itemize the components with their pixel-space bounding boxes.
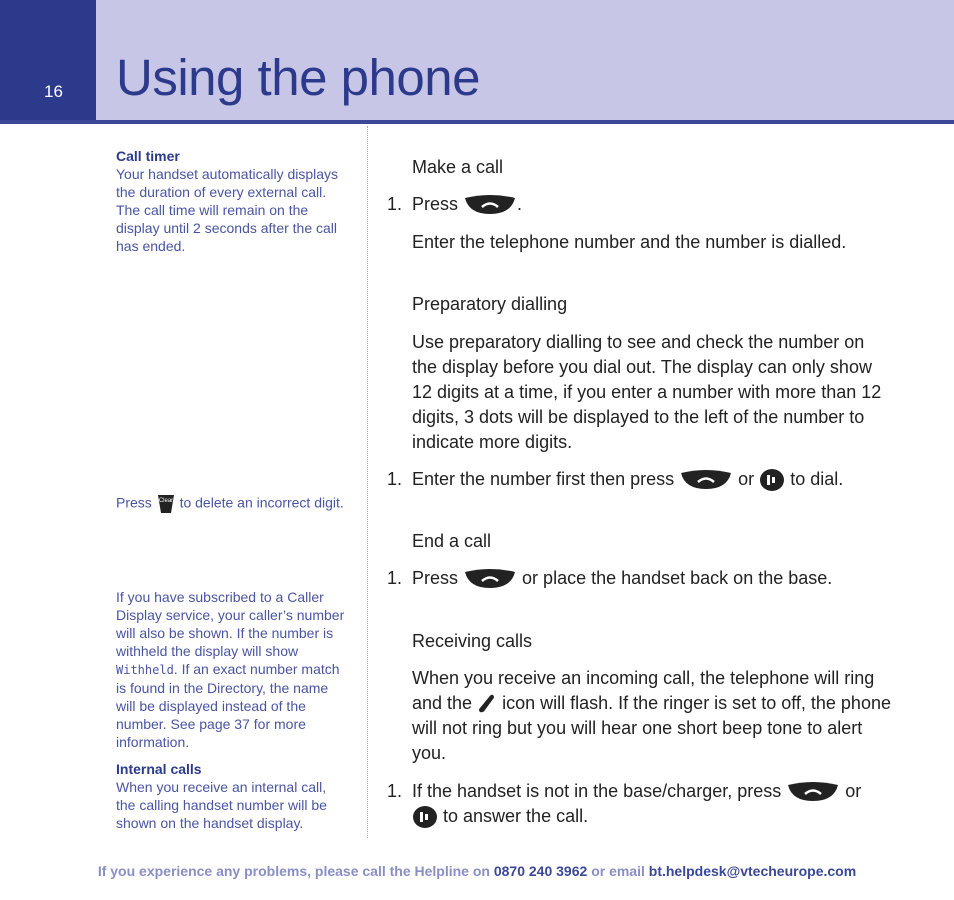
recv-pre: When you receive an incoming call, the telephone will ring and the — [412, 668, 875, 713]
receiving-calls-text — [412, 666, 892, 766]
caller-display-note — [116, 588, 348, 751]
clear-note — [116, 493, 348, 515]
receiving-calls-heading: Receiving calls — [412, 631, 533, 651]
make-dot: . — [517, 194, 523, 214]
column-divider — [367, 126, 368, 838]
internal-calls-note — [116, 760, 348, 832]
clear-key-label: Clear — [158, 498, 173, 504]
end-press-text: Press — [412, 568, 459, 588]
caller-note-post: . If an exact number match is found in the Directory, the name will be displayed instead of the number. See page 37 for more information. — [116, 661, 340, 750]
recv-step-pre: If the handset is not in the base/charger, press — [412, 781, 782, 801]
internal-calls-heading: Internal calls — [116, 761, 202, 777]
preparatory-dialling-text: Use preparatory dialling to see and check the number on the display before you dial out. The display can only show 12 digits at a time, if you enter a number with more than 12 digits, 3 dots will be displayed to the left of the number to indicate more digits. — [412, 332, 882, 452]
speakerphone-button-icon — [412, 805, 438, 829]
call-timer-heading: Call timer — [116, 148, 180, 164]
recv-step-number: 1. — [387, 781, 403, 801]
footer-mid: or email — [591, 863, 645, 879]
make-step-number: 1. — [387, 194, 403, 214]
talk-button-icon — [679, 469, 733, 491]
page-number-tab — [0, 0, 96, 120]
prep-step-post: to dial. — [790, 469, 844, 489]
helpdesk-email-link[interactable]: bt.helpdesk@vtecheurope.com — [648, 863, 857, 879]
talk-button-icon — [786, 781, 840, 803]
prep-step-number: 1. — [387, 469, 403, 489]
end-step-number: 1. — [387, 568, 403, 588]
talk-button-icon — [463, 194, 517, 216]
recv-post: icon will flash. If the ringer is set to off, the phone will not ring but you will hear one short beep tone to alert you. — [412, 693, 891, 763]
call-timer-note — [116, 147, 348, 255]
page-number: 16 — [44, 82, 63, 101]
helpline-footer — [0, 863, 954, 879]
prep-step-pre: Enter the number first then press — [412, 469, 675, 489]
make-step — [412, 192, 892, 217]
make-call-heading: Make a call — [412, 157, 504, 177]
prep-step-or: or — [738, 469, 755, 489]
speakerphone-button-icon — [759, 468, 785, 492]
footer-pre: If you experience any problems, please call the Helpline on — [97, 863, 490, 879]
recv-step-post: to answer the call. — [443, 806, 589, 826]
end-step — [412, 566, 892, 591]
clear-key-icon — [156, 493, 176, 515]
phone-ringing-icon — [477, 693, 497, 715]
header-rule — [0, 120, 954, 124]
withheld-display-text: Withheld — [116, 663, 174, 677]
talk-button-icon — [463, 568, 517, 590]
recv-step-or: or — [845, 781, 862, 801]
recv-step — [412, 779, 892, 829]
preparatory-dialling-heading: Preparatory dialling — [412, 294, 568, 314]
end-call-heading: End a call — [412, 531, 492, 551]
end-step-post: or place the handset back on the base. — [522, 568, 833, 588]
page-title: Using the phone — [116, 49, 480, 106]
caller-note-pre: If you have subscribed to a Caller Display service, your caller’s number will also be shown. If the number is withheld the display will show — [116, 589, 345, 659]
prep-step — [412, 467, 892, 492]
internal-calls-text: When you receive an internal call, the calling handset number will be shown on the handset display. — [116, 779, 327, 831]
clear-note-pre: Press — [116, 494, 152, 511]
call-timer-text: Your handset automatically displays the duration of every external call. The call time will remain on the display until 2 seconds after the call has ended. — [116, 166, 339, 254]
clear-note-post: to delete an incorrect digit. — [179, 494, 344, 511]
make-press-text: Press — [412, 194, 459, 214]
helpline-phone: 0870 240 3962 — [493, 863, 588, 879]
make-call-text: Enter the telephone number and the number is dialled. — [412, 232, 847, 252]
